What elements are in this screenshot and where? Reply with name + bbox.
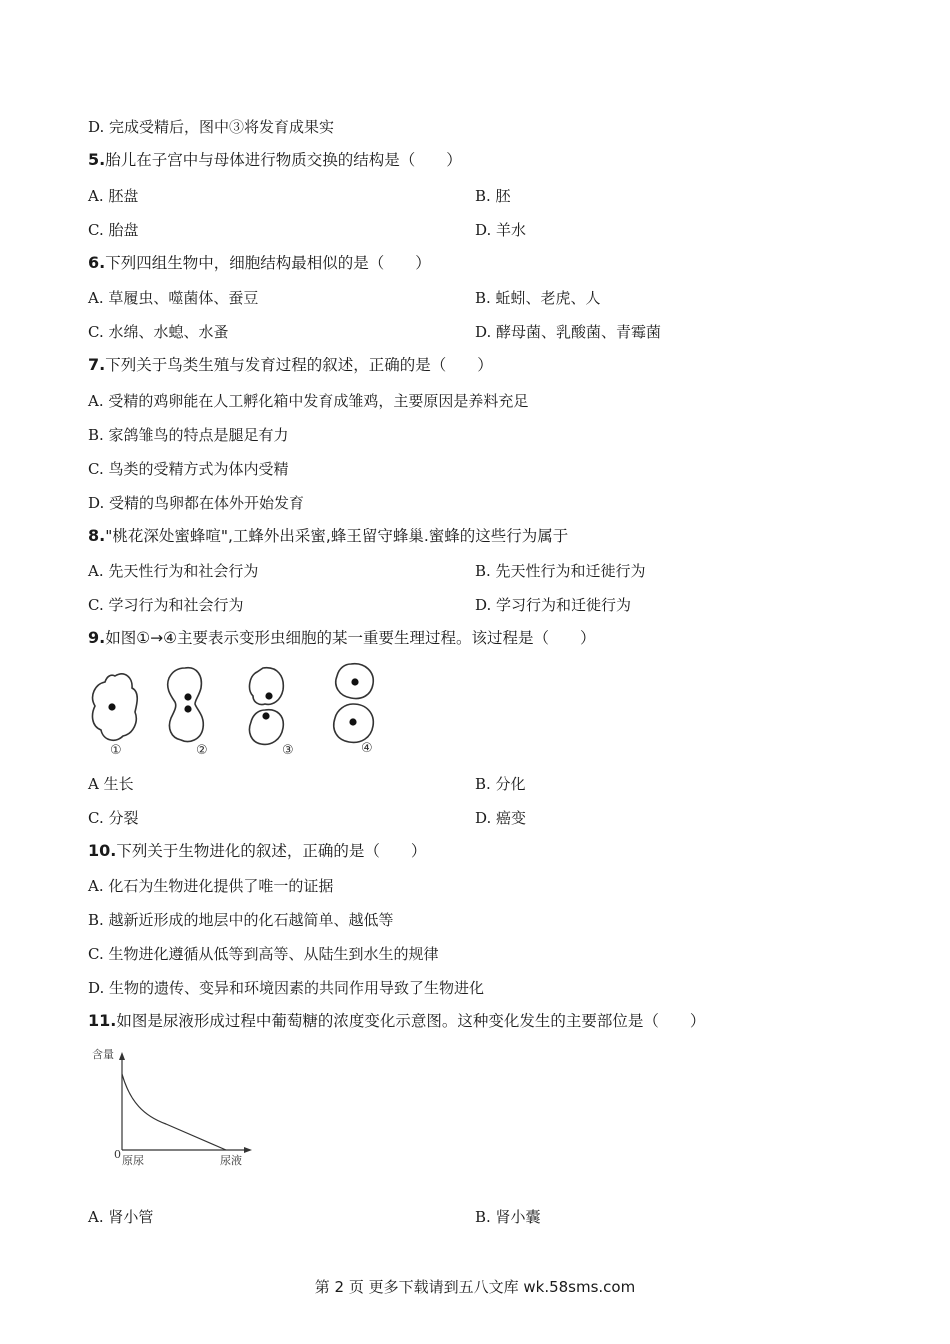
q8-option-c: C. 学习行为和社会行为 xyxy=(88,596,244,614)
q9-option-c: C. 分裂 xyxy=(88,809,139,827)
figure-label-2: ② xyxy=(196,743,208,758)
q8-option-d: D. 学习行为和迁徙行为 xyxy=(475,596,632,614)
question-stem: 下列四组生物中，细胞结构最相似的是（ ） xyxy=(105,254,431,272)
page-footer: 第 2 页 更多下载请到五八文库 wk.58sms.com xyxy=(314,1278,636,1296)
question-stem: "桃花深处蜜蜂喧",工蜂外出采蜜,蜂王留守蜂巢.蜜蜂的这些行为属于 xyxy=(105,527,569,545)
q7-option-c: C. 鸟类的受精方式为体内受精 xyxy=(88,460,289,478)
q9-option-d: D. 癌变 xyxy=(475,809,527,827)
concentration-curve xyxy=(122,1074,226,1150)
q5-option-b: B. 胚 xyxy=(475,187,511,205)
question-number: 10. xyxy=(88,841,117,860)
q8-option-a: A. 先天性行为和社会行为 xyxy=(88,562,259,580)
nucleus xyxy=(184,705,191,712)
q10-option-b: B. 越新近形成的地层中的化石越简单、越低等 xyxy=(88,911,394,929)
question-10 xyxy=(88,841,426,861)
q6-option-a: A. 草履虫、噬菌体、蚕豆 xyxy=(88,289,259,307)
question-6 xyxy=(88,253,431,273)
question-number: 9. xyxy=(88,628,106,647)
nucleus xyxy=(265,692,272,699)
y-axis-label: 含量 xyxy=(92,1048,114,1061)
question-stem: 下列关于鸟类生殖与发育过程的叙述，正确的是（ ） xyxy=(105,356,493,374)
question-number: 6. xyxy=(88,253,106,272)
nucleus xyxy=(351,678,358,685)
q7-option-a: A. 受精的鸡卵能在人工孵化箱中发育成雏鸡，主要原因是养料充足 xyxy=(88,392,529,410)
x-label-urine: 尿液 xyxy=(220,1154,242,1167)
figure-label-1: ① xyxy=(110,743,122,758)
q9-option-b: B. 分化 xyxy=(475,775,526,793)
q11-option-a: A. 肾小管 xyxy=(88,1208,154,1226)
q7-option-b: B. 家鸽雏鸟的特点是腿足有力 xyxy=(88,426,289,444)
q6-option-c: C. 水绵、水螅、水蚤 xyxy=(88,323,229,341)
nucleus xyxy=(108,703,115,710)
nucleus xyxy=(184,693,191,700)
question-11 xyxy=(88,1011,705,1031)
question-number: 11. xyxy=(88,1011,117,1030)
amoeba-division-figure xyxy=(85,660,385,760)
q10-option-d: D. 生物的遗传、变异和环境因素的共同作用导致了生物进化 xyxy=(88,979,485,997)
figure-label-4: ④ xyxy=(361,741,373,756)
q9-option-a: A 生长 xyxy=(88,775,134,793)
question-5 xyxy=(88,150,462,170)
origin-label: 0 xyxy=(114,1148,121,1161)
q5-option-c: C. 胎盘 xyxy=(88,221,139,239)
question-number: 7. xyxy=(88,355,106,374)
question-7 xyxy=(88,355,493,375)
q7-option-d: D. 受精的鸟卵都在体外开始发育 xyxy=(88,494,305,512)
q10-option-a: A. 化石为生物进化提供了唯一的证据 xyxy=(88,877,334,895)
question-stem: 胎儿在子宫中与母体进行物质交换的结构是（ ） xyxy=(105,151,462,169)
q8-option-b: B. 先天性行为和迁徙行为 xyxy=(475,562,646,580)
q10-option-c: C. 生物进化遵循从低等到高等、从陆生到水生的规律 xyxy=(88,945,439,963)
question-stem: 如图①→④主要表示变形虫细胞的某一重要生理过程。该过程是（ ） xyxy=(105,629,596,647)
nucleus xyxy=(349,718,356,725)
question-9 xyxy=(88,628,596,648)
q4-option-d: D. 完成受精后，图中③将发育成果实 xyxy=(88,118,335,136)
question-8 xyxy=(88,526,568,546)
q5-option-a: A. 胚盘 xyxy=(88,187,139,205)
nucleus xyxy=(262,712,269,719)
amoeba-cell-2 xyxy=(168,668,204,742)
y-axis-arrow xyxy=(119,1052,125,1060)
question-number: 5. xyxy=(88,150,106,169)
q6-option-b: B. 蚯蚓、老虎、人 xyxy=(475,289,601,307)
q5-option-d: D. 羊水 xyxy=(475,221,527,239)
q6-option-d: D. 酵母菌、乳酸菌、青霉菌 xyxy=(475,323,662,341)
question-stem: 下列关于生物进化的叙述，正确的是（ ） xyxy=(116,842,427,860)
x-axis-arrow xyxy=(244,1147,252,1153)
figure-label-3: ③ xyxy=(282,743,294,758)
x-label-primary-urine: 原尿 xyxy=(122,1154,144,1167)
q11-option-b: B. 肾小囊 xyxy=(475,1208,541,1226)
question-stem: 如图是尿液形成过程中葡萄糖的浓度变化示意图。这种变化发生的主要部位是（ ） xyxy=(116,1012,706,1030)
question-number: 8. xyxy=(88,526,106,545)
glucose-concentration-chart xyxy=(86,1044,256,1172)
amoeba-cell-3-top xyxy=(250,668,284,705)
